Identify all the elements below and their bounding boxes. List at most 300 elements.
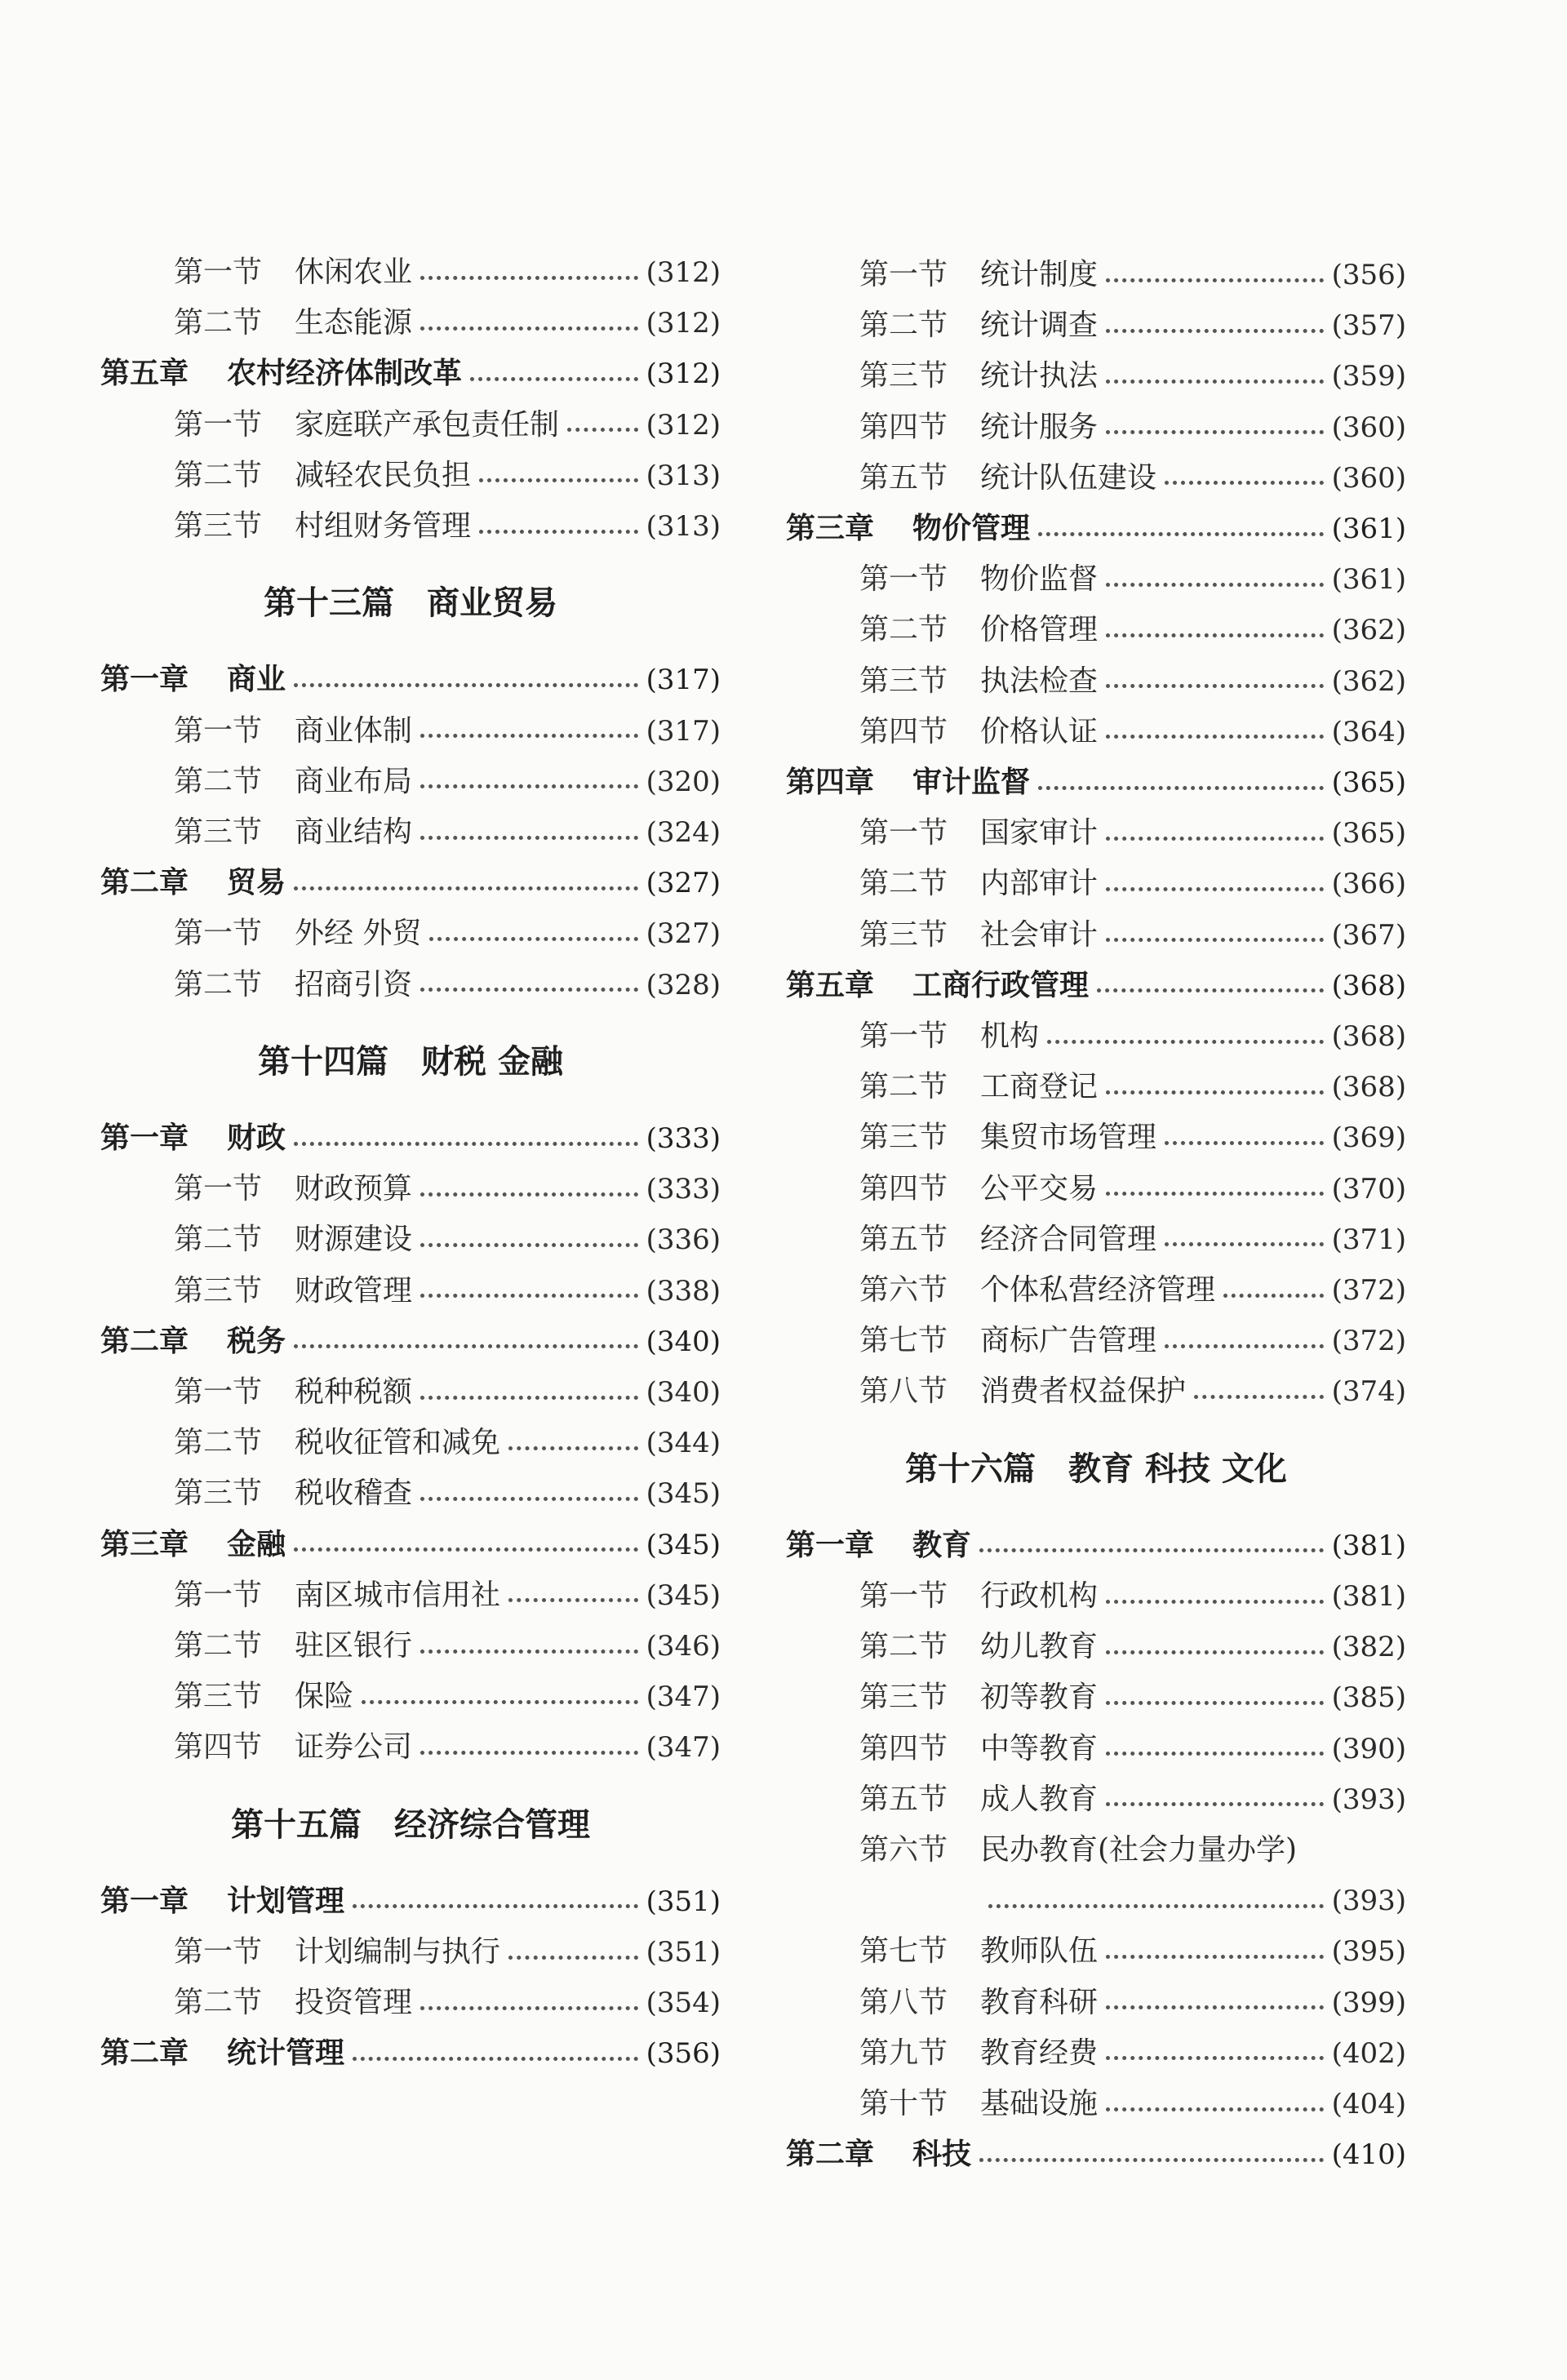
entry-number: 第二节 xyxy=(174,306,263,340)
entry-title: 外经 外贸 xyxy=(295,917,422,951)
entry-title: 社会审计 xyxy=(980,917,1099,952)
leader-dots xyxy=(1097,988,1324,992)
entry-title: 教育科研 xyxy=(980,1985,1099,2019)
page-number: (404) xyxy=(1331,2088,1406,2120)
leader-dots xyxy=(420,1751,638,1755)
leader-dots xyxy=(362,1700,638,1704)
leader-dots xyxy=(1106,1701,1324,1705)
toc-chapter-entry[interactable] xyxy=(100,1877,721,1926)
entry-number: 第二节 xyxy=(174,967,263,1001)
leader-dots xyxy=(1223,1294,1324,1298)
entry-title: 计划管理 xyxy=(227,1884,345,1918)
entry-number: 第一节 xyxy=(859,1579,948,1613)
toc-section-entry[interactable] xyxy=(100,808,721,857)
entry-number: 第五章 xyxy=(786,968,875,1002)
entry-number: 第二节 xyxy=(174,1986,263,2020)
entry-number: 第八节 xyxy=(859,1374,948,1409)
toc-section-entry[interactable] xyxy=(786,1775,1406,1824)
entry-title: 财源建设 xyxy=(295,1223,413,1257)
entry-number: 第五章 xyxy=(100,357,189,391)
toc-section-entry[interactable] xyxy=(786,1673,1406,1722)
leader-dots xyxy=(420,1497,638,1501)
entry-title: 村组财务管理 xyxy=(295,509,472,543)
entry-number: 第三节 xyxy=(859,1681,948,1715)
leader-dots xyxy=(1106,278,1324,282)
entry-title: 统计队伍建设 xyxy=(980,460,1157,495)
entry-title: 集贸市场管理 xyxy=(980,1121,1157,1155)
page-number: (344) xyxy=(646,1427,721,1460)
toc-section-entry[interactable] xyxy=(786,1012,1406,1061)
page-number: (357) xyxy=(1331,309,1406,343)
entry-title: 商标广告管理 xyxy=(980,1324,1157,1358)
toc-section-entry[interactable] xyxy=(100,909,721,958)
toc-section-entry[interactable] xyxy=(786,2080,1406,2129)
toc-section-entry[interactable] xyxy=(100,1469,721,1518)
toc-section-entry[interactable] xyxy=(100,1723,721,1772)
entry-number: 第三章 xyxy=(786,512,875,545)
entry-number: 第二节 xyxy=(859,613,948,647)
page-number: (359) xyxy=(1331,360,1406,393)
page-number: (362) xyxy=(1331,664,1406,698)
entry-title: 科技 xyxy=(912,2138,972,2172)
entry-number: 第二节 xyxy=(859,867,948,901)
leader-dots xyxy=(420,1192,638,1197)
toc-section-entry[interactable] xyxy=(786,555,1406,604)
page-number: (402) xyxy=(1331,2036,1406,2070)
page-number: (346) xyxy=(646,1630,721,1663)
page-number: (336) xyxy=(646,1223,721,1257)
leader-dots xyxy=(1106,684,1324,688)
leader-dots xyxy=(1106,1192,1324,1196)
entry-number: 第三节 xyxy=(859,359,948,393)
toc-section-entry[interactable] xyxy=(786,657,1406,706)
toc-section-entry[interactable] xyxy=(100,1571,721,1620)
entry-number: 第四章 xyxy=(786,766,875,799)
entry-title: 证券公司 xyxy=(295,1730,413,1765)
leader-dots xyxy=(479,478,638,482)
toc-section-entry[interactable] xyxy=(786,1623,1406,1672)
entry-number: 第一节 xyxy=(859,1019,948,1053)
toc-section-entry[interactable] xyxy=(100,1215,721,1264)
toc-chapter-entry[interactable] xyxy=(100,349,721,398)
page-number: (324) xyxy=(646,816,721,849)
toc-chapter-entry[interactable] xyxy=(100,1317,721,1366)
entry-title: 农村经济体制改革 xyxy=(227,357,463,391)
toc-section-entry[interactable] xyxy=(786,403,1406,452)
entry-title: 行政机构 xyxy=(980,1579,1099,1613)
entry-number: 第三章 xyxy=(100,1527,189,1561)
page-number: (395) xyxy=(1331,1935,1406,1969)
toc-section-entry[interactable] xyxy=(786,1165,1406,1214)
page-number: (333) xyxy=(646,1173,721,1206)
entry-title: 税收征管和减免 xyxy=(295,1426,501,1460)
entry-title: 统计调查 xyxy=(980,309,1099,343)
entry-title: 统计执法 xyxy=(980,359,1099,393)
entry-title: 成人教育 xyxy=(980,1782,1099,1816)
entry-title: 税收稽查 xyxy=(295,1476,413,1511)
entry-title: 商业体制 xyxy=(295,713,413,748)
entry-title: 休闲农业 xyxy=(295,255,413,289)
entry-title: 价格认证 xyxy=(980,714,1099,748)
page-number: (313) xyxy=(646,459,721,492)
entry-number: 第二节 xyxy=(859,1070,948,1104)
leader-dots xyxy=(294,1547,638,1552)
entry-title: 南区城市信用社 xyxy=(295,1578,501,1612)
entry-number: 第五节 xyxy=(859,1782,948,1816)
page-number: (361) xyxy=(1331,513,1406,545)
leader-dots xyxy=(353,2057,638,2061)
entry-number: 第三节 xyxy=(174,1273,263,1308)
toc-section-entry[interactable] xyxy=(786,1367,1406,1416)
toc-section-entry[interactable] xyxy=(786,301,1406,350)
leader-dots xyxy=(1106,380,1324,384)
page-number: (317) xyxy=(646,714,721,748)
leader-dots xyxy=(1165,481,1324,485)
leader-dots xyxy=(1165,1141,1324,1145)
entry-title: 统计制度 xyxy=(980,258,1099,291)
leader-dots xyxy=(1106,1650,1324,1654)
entry-title: 财政预算 xyxy=(295,1172,413,1206)
entry-number: 第一章 xyxy=(100,1121,189,1155)
leader-dots xyxy=(1047,1040,1324,1044)
toc-section-entry[interactable] xyxy=(786,2029,1406,2078)
page-number: (312) xyxy=(646,307,721,340)
leader-dots xyxy=(1106,329,1324,333)
page-number: (390) xyxy=(1331,1732,1406,1765)
toc-section-entry[interactable] xyxy=(786,1113,1406,1162)
toc-section-entry[interactable] xyxy=(786,454,1406,503)
page-number: (340) xyxy=(646,1376,721,1409)
page-number: (374) xyxy=(1331,1375,1406,1409)
page-number: (368) xyxy=(1331,1020,1406,1053)
entry-number: 第一节 xyxy=(859,562,948,597)
entry-title: 物价管理 xyxy=(912,512,1031,545)
leader-dots xyxy=(1106,2005,1324,2009)
entry-title: 物价监督 xyxy=(980,562,1099,597)
leader-dots xyxy=(1194,1395,1324,1399)
page-number: (365) xyxy=(1331,766,1406,799)
entry-number: 第二节 xyxy=(174,1426,263,1460)
entry-number: 第一节 xyxy=(859,816,948,850)
leader-dots xyxy=(1038,532,1324,536)
toc-section-entry[interactable] xyxy=(786,809,1406,858)
entry-title: 保险 xyxy=(295,1680,354,1714)
entry-title: 民办教育(社会力量办学) xyxy=(980,1833,1298,1867)
entry-number: 第二节 xyxy=(174,764,263,798)
entry-title: 商业结构 xyxy=(295,815,413,849)
entry-number: 第三节 xyxy=(859,664,948,698)
toc-section-entry[interactable] xyxy=(100,1419,721,1468)
toc-section-entry[interactable] xyxy=(100,1622,721,1671)
leader-dots xyxy=(1165,1242,1324,1246)
page-number: (317) xyxy=(646,664,721,697)
entry-number: 第十节 xyxy=(859,2087,948,2120)
leader-dots xyxy=(1165,1344,1324,1348)
entry-number: 第三节 xyxy=(174,1476,263,1511)
entry-title: 教育经费 xyxy=(980,2036,1099,2070)
entry-title: 幼儿教育 xyxy=(980,1630,1099,1664)
entry-title: 税种税额 xyxy=(295,1375,413,1409)
entry-number: 第三节 xyxy=(859,1121,948,1155)
toc-section-entry[interactable] xyxy=(786,708,1406,757)
page-number: (340) xyxy=(646,1325,721,1358)
toc-section-entry[interactable] xyxy=(786,1215,1406,1264)
page-number: (370) xyxy=(1331,1172,1406,1206)
leader-dots xyxy=(479,530,638,534)
page-number: (381) xyxy=(1331,1580,1406,1613)
toc-chapter-entry[interactable] xyxy=(100,1114,721,1163)
entry-title: 国家审计 xyxy=(980,816,1099,850)
entry-title: 消费者权益保护 xyxy=(980,1374,1187,1409)
toc-section-entry[interactable] xyxy=(100,707,721,756)
leader-dots xyxy=(470,377,638,381)
toc-section-entry[interactable] xyxy=(100,757,721,806)
toc-entry-continuation[interactable] xyxy=(786,1876,1406,1925)
entry-number: 第二节 xyxy=(859,309,948,343)
toc-chapter-entry[interactable] xyxy=(100,2029,721,2078)
leader-dots xyxy=(420,2006,638,2010)
leader-dots xyxy=(508,1956,638,1960)
entry-number: 第二节 xyxy=(174,1223,263,1257)
entry-number: 第三节 xyxy=(174,509,263,543)
page-number: (367) xyxy=(1331,918,1406,952)
entry-number: 第一节 xyxy=(174,255,263,289)
toc-section-entry[interactable] xyxy=(100,1978,721,2027)
page-number: (372) xyxy=(1331,1274,1406,1307)
toc-section-entry[interactable] xyxy=(100,961,721,1010)
entry-number: 第七节 xyxy=(859,1324,948,1358)
page-number: (368) xyxy=(1331,969,1406,1002)
entry-title: 工商登记 xyxy=(980,1070,1099,1104)
page-number: (320) xyxy=(646,765,721,798)
entry-number: 第五节 xyxy=(859,1222,948,1256)
page-number: (399) xyxy=(1331,1986,1406,2019)
page-number: (364) xyxy=(1331,715,1406,748)
toc-section-entry[interactable] xyxy=(100,248,721,297)
entry-number: 第八节 xyxy=(859,1985,948,2019)
entry-number: 第六节 xyxy=(859,1833,948,1867)
toc-section-entry[interactable] xyxy=(100,1672,721,1721)
leader-dots xyxy=(1106,430,1324,434)
leader-dots xyxy=(294,683,638,687)
toc-chapter-entry[interactable] xyxy=(786,758,1406,807)
entry-title: 公平交易 xyxy=(980,1171,1099,1206)
entry-number: 第九节 xyxy=(859,2036,948,2070)
page-number: (328) xyxy=(646,968,721,1001)
entry-number: 第一节 xyxy=(174,917,263,951)
entry-number: 第六节 xyxy=(859,1273,948,1307)
page-number: (312) xyxy=(646,357,721,391)
entry-title: 投资管理 xyxy=(295,1986,413,2020)
entry-title: 工商行政管理 xyxy=(912,968,1090,1002)
leader-dots xyxy=(420,836,638,840)
page-number: (360) xyxy=(1331,411,1406,444)
entry-title: 金融 xyxy=(227,1527,286,1561)
toc-section-entry[interactable] xyxy=(786,1063,1406,1112)
toc-chapter-entry[interactable] xyxy=(786,504,1406,553)
entry-number: 第三节 xyxy=(174,815,263,849)
toc-section-entry[interactable] xyxy=(786,1572,1406,1621)
leader-dots xyxy=(294,1344,638,1348)
page-number: (393) xyxy=(1331,1885,1406,1918)
entry-number: 第四节 xyxy=(859,1171,948,1206)
page-number: (368) xyxy=(1331,1071,1406,1104)
toc-section-entry[interactable] xyxy=(786,859,1406,908)
leader-dots xyxy=(420,784,638,788)
entry-title: 基础设施 xyxy=(980,2087,1099,2120)
leader-dots xyxy=(1106,735,1324,739)
entry-number: 第一节 xyxy=(859,258,948,291)
leader-dots xyxy=(420,988,638,992)
toc-section-entry[interactable] xyxy=(100,299,721,348)
entry-number: 第二节 xyxy=(174,458,263,492)
entry-number: 第七节 xyxy=(859,1934,948,1969)
entry-title: 税务 xyxy=(227,1324,286,1358)
toc-section-entry[interactable] xyxy=(786,1927,1406,1976)
entry-title: 贸易 xyxy=(227,866,286,900)
entry-title: 生态能源 xyxy=(295,306,413,340)
page-number: (365) xyxy=(1331,817,1406,850)
entry-number: 第一节 xyxy=(174,1578,263,1612)
toc-section-entry[interactable] xyxy=(786,606,1406,655)
toc-chapter-entry[interactable] xyxy=(100,655,721,704)
entry-title: 统计管理 xyxy=(227,2036,345,2071)
toc-chapter-entry[interactable] xyxy=(786,961,1406,1010)
page-number: (361) xyxy=(1331,563,1406,597)
entry-number: 第四节 xyxy=(859,410,948,444)
page-number: (393) xyxy=(1331,1783,1406,1816)
page-number: (362) xyxy=(1331,614,1406,647)
toc-section-entry[interactable] xyxy=(100,1165,721,1214)
page-number: (345) xyxy=(646,1579,721,1612)
page-number: (382) xyxy=(1331,1631,1406,1664)
entry-number: 第一章 xyxy=(786,1528,875,1562)
page-number: (312) xyxy=(646,408,721,442)
entry-number: 第一节 xyxy=(174,1935,263,1969)
toc-section-entry[interactable] xyxy=(786,352,1406,401)
page-number: (381) xyxy=(1331,1529,1406,1562)
leader-dots xyxy=(420,1396,638,1400)
entry-number: 第二章 xyxy=(100,1324,189,1358)
toc-section-entry[interactable] xyxy=(786,1826,1406,1875)
page-number: (356) xyxy=(646,2037,721,2071)
entry-number: 第二章 xyxy=(786,2138,875,2172)
page-number: (351) xyxy=(646,1936,721,1969)
leader-dots xyxy=(1106,1802,1324,1806)
page-number: (333) xyxy=(646,1122,721,1155)
leader-dots xyxy=(1106,837,1324,841)
toc-section-entry[interactable] xyxy=(786,1266,1406,1315)
toc-section-entry[interactable] xyxy=(786,911,1406,960)
leader-dots xyxy=(420,734,638,738)
page-number: (338) xyxy=(646,1274,721,1308)
entry-number: 第五节 xyxy=(859,460,948,495)
page-number: (345) xyxy=(646,1477,721,1511)
page-number: (385) xyxy=(1331,1681,1406,1715)
page-number: (369) xyxy=(1331,1121,1406,1155)
leader-dots xyxy=(1106,1955,1324,1959)
toc-section-entry[interactable] xyxy=(100,401,721,450)
page-number: (347) xyxy=(646,1731,721,1765)
entry-title: 中等教育 xyxy=(980,1731,1099,1765)
toc-section-entry[interactable] xyxy=(100,1928,721,1977)
entry-number: 第四节 xyxy=(859,714,948,748)
leader-dots xyxy=(420,276,638,280)
leader-dots xyxy=(294,886,638,890)
page-number: (313) xyxy=(646,510,721,543)
entry-title: 商业 xyxy=(227,663,286,697)
entry-title: 内部审计 xyxy=(980,867,1099,901)
page-number: (327) xyxy=(646,867,721,900)
entry-title: 价格管理 xyxy=(980,613,1099,647)
entry-title: 审计监督 xyxy=(912,766,1031,799)
toc-chapter-entry[interactable] xyxy=(786,1521,1406,1570)
toc-chapter-entry[interactable] xyxy=(100,859,721,908)
leader-dots xyxy=(508,1446,638,1450)
page-number: (351) xyxy=(646,1885,721,1918)
toc-section-entry[interactable] xyxy=(100,1267,721,1316)
page-number: (371) xyxy=(1331,1223,1406,1256)
entry-number: 第一节 xyxy=(174,1172,263,1206)
leader-dots xyxy=(1106,583,1324,587)
toc-section-entry[interactable] xyxy=(786,1978,1406,2027)
entry-number: 第二节 xyxy=(174,1629,263,1663)
part-heading: 第十四篇 财税 金融 xyxy=(258,1042,563,1081)
entry-title: 驻区银行 xyxy=(295,1629,413,1663)
entry-number: 第二节 xyxy=(859,1630,948,1664)
entry-number: 第四节 xyxy=(859,1731,948,1765)
toc-chapter-entry[interactable] xyxy=(786,2130,1406,2179)
toc-section-entry[interactable] xyxy=(786,1317,1406,1365)
toc-section-entry[interactable] xyxy=(786,251,1406,300)
page-number: (360) xyxy=(1331,461,1406,495)
entry-title: 财政管理 xyxy=(295,1273,413,1308)
leader-dots xyxy=(420,1650,638,1654)
page-number: (356) xyxy=(1331,259,1406,291)
leader-dots xyxy=(1106,1090,1324,1095)
entry-title: 执法检查 xyxy=(980,664,1099,698)
entry-title: 统计服务 xyxy=(980,410,1099,444)
leader-dots xyxy=(1106,1600,1324,1604)
leader-dots xyxy=(508,1598,638,1602)
part-heading: 第十三篇 商业贸易 xyxy=(264,584,557,623)
toc-chapter-entry[interactable] xyxy=(100,1521,721,1570)
part-heading: 第十六篇 教育 科技 文化 xyxy=(905,1450,1287,1488)
part-heading: 第十五篇 经济综合管理 xyxy=(231,1805,590,1844)
toc-section-entry[interactable] xyxy=(100,1368,721,1417)
entry-title: 计划编制与执行 xyxy=(295,1935,501,1969)
toc-section-entry[interactable] xyxy=(100,502,721,551)
entry-number: 第一节 xyxy=(174,713,263,748)
toc-section-entry[interactable] xyxy=(100,451,721,500)
entry-title: 经济合同管理 xyxy=(980,1222,1157,1256)
leader-dots xyxy=(294,1142,638,1146)
entry-title: 招商引资 xyxy=(295,967,413,1001)
leader-dots xyxy=(1106,1752,1324,1756)
toc-section-entry[interactable] xyxy=(786,1725,1406,1774)
page-number: (347) xyxy=(646,1681,721,1714)
entry-title: 初等教育 xyxy=(980,1681,1099,1715)
leader-dots xyxy=(1106,887,1324,891)
entry-number: 第一节 xyxy=(174,407,263,442)
leader-dots xyxy=(988,1904,1324,1908)
leader-dots xyxy=(1106,633,1324,637)
entry-number: 第二章 xyxy=(100,866,189,900)
leader-dots xyxy=(420,326,638,331)
page-number: (366) xyxy=(1331,868,1406,901)
entry-number: 第四节 xyxy=(174,1730,263,1765)
page-number: (345) xyxy=(646,1528,721,1561)
